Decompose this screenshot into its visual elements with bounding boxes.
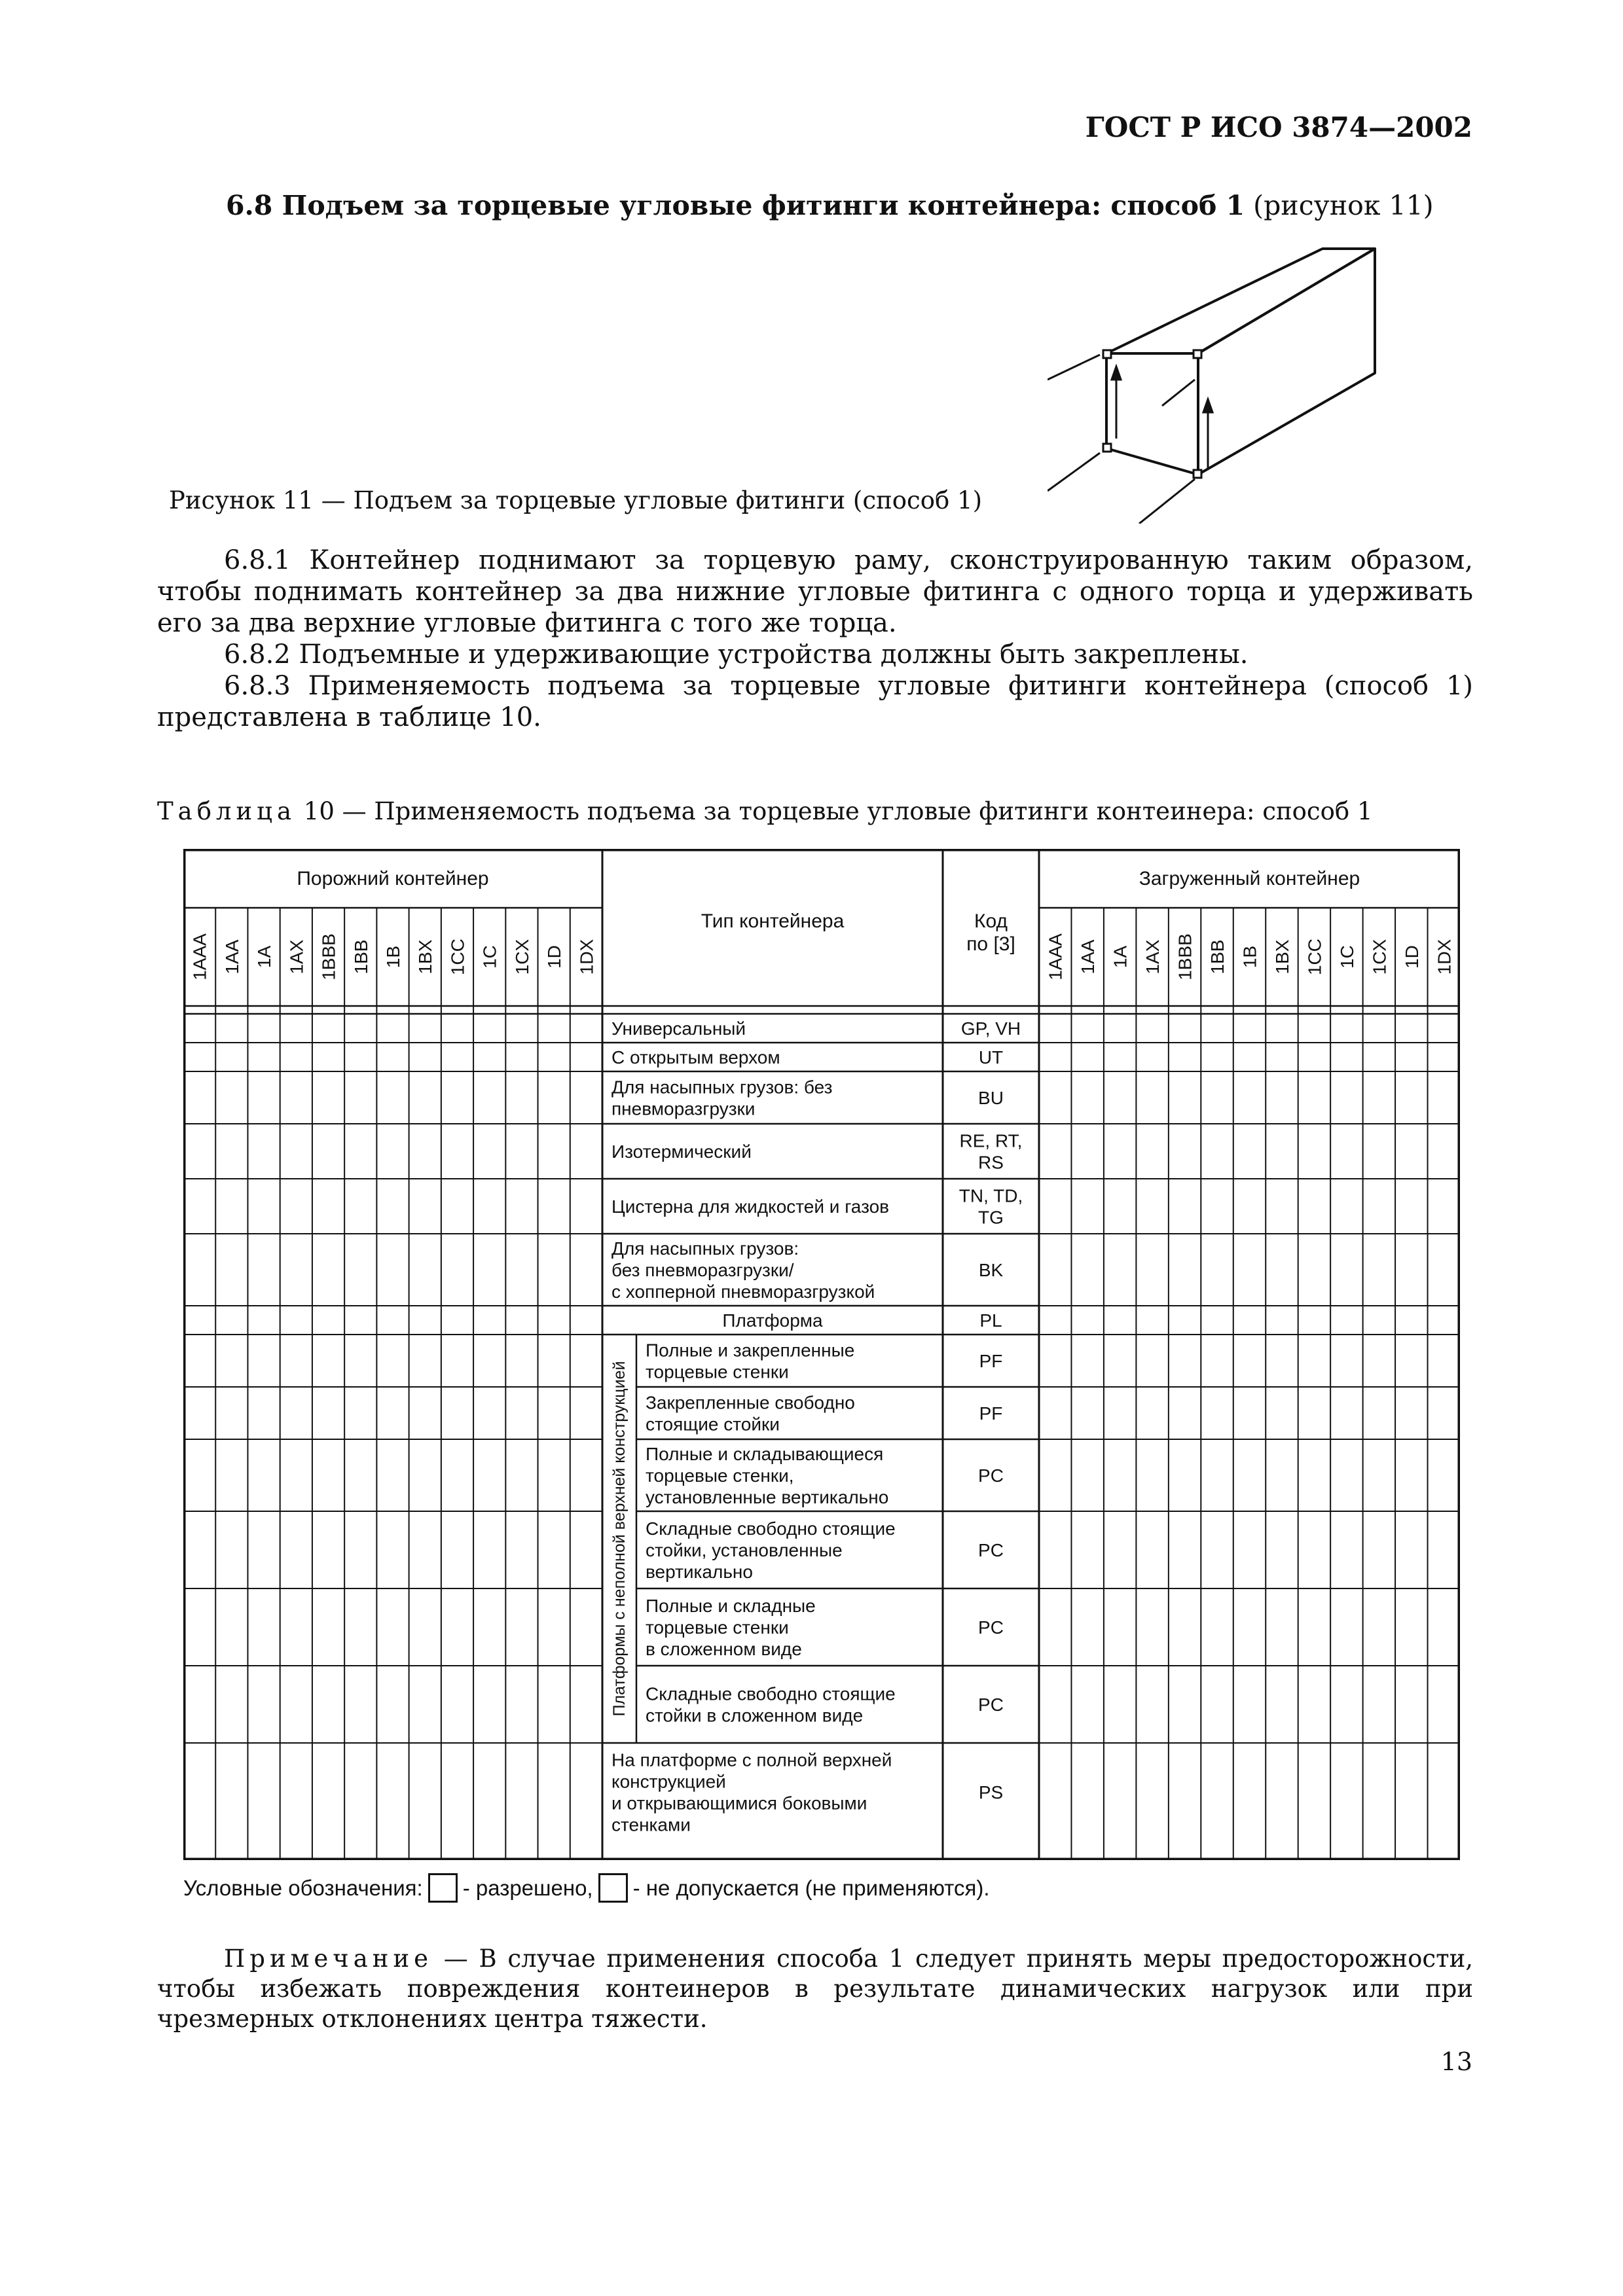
loaded-size-1a: 1A [1110,945,1131,969]
code-cell-text: BK [978,1260,1004,1280]
type-cell-text: На платформе с полной верхней [611,1749,892,1770]
type-cell-text: Полные и складные [646,1596,816,1616]
loaded-size-1bb: 1BB [1207,939,1228,975]
page-number: 13 [1440,2047,1472,2076]
type-cell-text: Платформа [722,1310,823,1331]
code-cell-text: TG [978,1207,1004,1228]
container-top-face [1106,249,1375,353]
type-cell-text: Закрепленные свободно [646,1392,855,1413]
code-cell-text: PC [978,1465,1004,1486]
empty-size-1dx: 1DX [576,939,597,975]
type-cell-text: конструкцией [611,1771,726,1792]
empty-size-1c: 1C [479,945,500,969]
loaded-size-1bbb: 1BBB [1175,933,1195,980]
loaded-size-1aaa: 1AAA [1045,933,1066,980]
empty-size-1aa: 1AA [221,939,242,975]
code-cell-text: PC [978,1695,1004,1715]
code-cell-text: BU [978,1088,1004,1108]
platform-group-label: Платформы с неполной верхней конструкцией [610,1361,629,1717]
empty-size-1ax: 1AX [286,939,307,975]
empty-size-1cx: 1CX [511,939,532,975]
type-cell-text: пневморазгрузки [611,1098,756,1119]
section-heading-bold: 6.8 Подъем за торцевые угловые фитинги контейнера: способ 1 [226,190,1245,221]
container-lifting-figure [1048,242,1388,524]
loaded-size-1d: 1D [1401,945,1422,969]
empty-size-1b: 1B [383,945,403,969]
type-cell-text: торцевые стенки [646,1617,789,1638]
loaded-size-1cx: 1CX [1369,939,1390,975]
loaded-size-1ax: 1AX [1142,939,1163,975]
sling-top-right [1162,380,1195,406]
code-cell-text: PC [978,1617,1004,1638]
section-heading [226,190,1434,221]
corner-fitting-top-right [1194,350,1201,358]
type-cell-text: и открывающимися боковыми [611,1793,867,1814]
loaded-size-1aa: 1AA [1078,939,1099,975]
lift-arrow-left-head [1112,367,1121,380]
sling-bottom-right [1139,479,1195,524]
type-cell-text: Изотермический [611,1141,752,1162]
empty-size-1bb: 1BB [350,939,371,975]
type-cell-text: Складные свободно стоящие [646,1518,896,1539]
type-cell-text: торцевые стенки [646,1361,789,1382]
loaded-size-1b: 1B [1239,945,1260,969]
type-cell-text: Универсальный [611,1018,746,1039]
corner-fitting-bottom-left [1103,444,1111,452]
type-cell-text: стоящие стойки [646,1414,780,1435]
paragraph-6-8-2: 6.8.2 Подъемные и удерживающие устройства должны быть закреплены. [224,639,1249,670]
table-caption [157,797,1373,825]
code-cell-text: UT [978,1047,1004,1067]
section-heading-figure-ref: (рисунок 11) [1245,190,1434,221]
empty-size-1aaa: 1AAA [189,933,210,980]
table-caption-text: 10 — Применяемость подъема за торцевые угловые фитинги контеинера: способ 1 [296,797,1373,825]
type-cell-text: в сложенном виде [646,1639,802,1659]
legend-label: Условные обозначения: [183,1875,423,1900]
body-text [157,545,1473,733]
type-cell-text: вертикально [646,1562,753,1582]
type-cell-text: без пневморазгрузки/ [611,1260,794,1280]
code-cell-text: GP, VH [960,1018,1021,1039]
type-cell-text: установленные вертикально [646,1487,889,1507]
container-side-face [1198,249,1375,475]
table-legend [183,1873,990,1903]
container-end-face [1106,353,1198,475]
paragraph-6-8-3: 6.8.3 Применяемость подъема за торцевые угловые фитинги контейнера (способ 1) представлена в таблице 10. [157,671,1473,732]
note-label: Примечание [224,1945,433,1973]
sling-bottom-left [1048,453,1100,491]
code-cell-text: TN, TD, [958,1185,1023,1206]
type-cell-text: Складные свободно стоящие [646,1683,896,1704]
type-cell-text: стойки, установленные [646,1540,843,1560]
empty-size-1a: 1A [254,945,275,969]
type-cell-text: стойки в сложенном виде [646,1705,864,1726]
lift-arrow-right-head [1203,399,1213,412]
type-cell-text: С открытым верхом [611,1047,780,1067]
note-text: — В случае применения способа 1 следует принять меры предосторожности, чтобы избежать повреждения контеинеров в результате динамических нагрузок или при чрезмерных отклонениях центра тяжести. [157,1945,1473,2033]
loaded-size-1cc: 1CC [1304,938,1325,976]
type-cell-text: Для насыпных грузов: без [611,1077,833,1098]
loaded-container-header: Загруженный контейнер [1139,868,1360,889]
type-cell-text: Для насыпных грузов: [611,1238,799,1259]
legend-allowed-text: - разрешено, [462,1875,593,1900]
corner-fitting-top-left [1103,350,1111,358]
empty-container-header: Порожний контейнер [297,868,489,889]
corner-fitting-bottom-right [1194,470,1201,478]
container-type-header: Тип контейнера [701,910,845,932]
loaded-size-1c: 1C [1336,945,1357,969]
table-note [157,1944,1473,2034]
empty-size-1bbb: 1BBB [318,933,339,980]
code-cell-text: RS [978,1152,1004,1173]
document-code: ГОСТ Р ИСО 3874—2002 [1085,111,1472,143]
type-cell-text: стенками [611,1814,691,1835]
legend-not-allowed-text: - не допускается (не применяются). [632,1875,990,1900]
loaded-size-1dx: 1DX [1434,939,1455,975]
code-cell-text: PS [978,1782,1004,1803]
empty-size-1d: 1D [544,945,565,969]
type-cell-text: Полные и складывающиеся [646,1444,884,1464]
paragraph-6-8-1: 6.8.1 Контейнер поднимают за торцевую раму, сконструированную таким образом, чтобы поднимать контейнер за два нижние угловые фитинга с одного торца и удерживать его за два верхние угловые фитинга с того же торца. [157,545,1473,638]
sling-top-left [1048,355,1100,380]
code-header: Код [974,910,1008,932]
legend-not-allowed-box [598,1873,628,1903]
figure-caption: Рисунок 11 — Подъем за торцевые угловые фитинги (способ 1) [169,486,983,514]
loaded-size-1bx: 1BX [1271,939,1292,975]
code-reference-header: по [3] [966,933,1015,955]
empty-size-1cc: 1CC [447,938,468,976]
empty-size-1bx: 1BX [415,939,436,975]
table-caption-label: Таблица [157,797,297,825]
code-cell-text: PC [978,1540,1004,1560]
code-cell-text: PF [979,1351,1003,1371]
type-cell-text: Полные и закрепленные [646,1340,855,1361]
type-cell-text: торцевые стенки, [646,1465,794,1486]
code-cell-text: PF [979,1403,1003,1424]
type-cell-text: Цистерна для жидкостей и газов [611,1196,890,1217]
applicability-table [183,849,1460,1860]
type-cell-text: с хопперной пневморазгрузкой [611,1282,875,1302]
code-cell-text: PL [979,1310,1002,1331]
code-cell-text: RE, RT, [959,1130,1023,1151]
legend-allowed-box [428,1873,458,1903]
